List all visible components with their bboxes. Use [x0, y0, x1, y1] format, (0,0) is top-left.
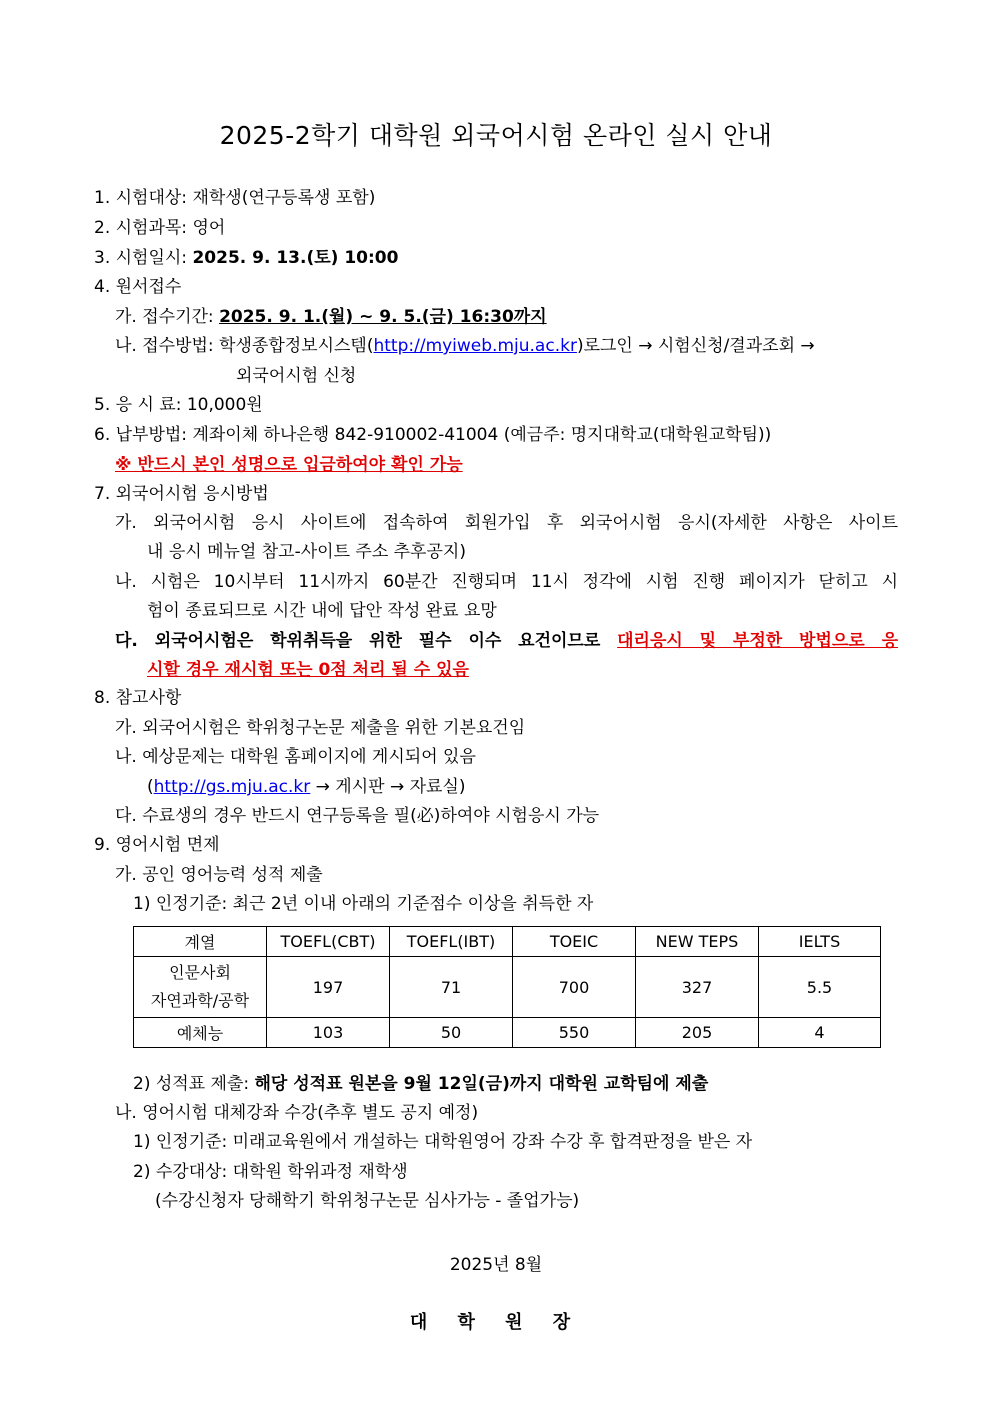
item-3 [94, 248, 398, 268]
item-9b2-note: (수강신청자 당해학기 학위청구논문 심사가능 - 졸업가능) [155, 1191, 580, 1211]
item-7b-line1: 나. 시험은 10시부터 11시까지 60분간 진행되며 11시 정각에 시험 진행 페이지가 닫히고 시 [115, 572, 898, 592]
item-3-label: 3. 시험일시: [94, 248, 193, 268]
table-header: 계열 [134, 927, 267, 957]
item-8b-open: ( [147, 777, 154, 797]
submission-deadline: 해당 성적표 원본을 9월 12일(금)까지 대학원 교학팀에 제출 [254, 1074, 709, 1094]
item-7c-line2: 시할 경우 재시험 또는 0점 처리 될 수 있음 [147, 660, 469, 680]
item-4a [115, 307, 547, 327]
table-header: TOEIC [513, 927, 636, 957]
application-period: 2025. 9. 1.(월) ~ 9. 5.(금) 16:30까지 [219, 307, 547, 327]
item-4b [115, 336, 815, 356]
item-7b-line2: 험이 종료되므로 시간 내에 답안 작성 완료 요망 [147, 601, 497, 621]
item-4b-rest: )로그인 → 시험신청/결과조회 → [576, 336, 815, 356]
table-header: TOEFL(IBT) [390, 927, 513, 957]
signature: 대 학 원 장 [409, 1312, 583, 1333]
table-cell: 205 [636, 1018, 759, 1048]
item-9a: 가. 공인 영어능력 성적 제출 [115, 865, 323, 885]
item-4: 4. 원서접수 [94, 277, 182, 297]
item-5: 5. 응 시 료: 10,000원 [94, 395, 263, 415]
table-cell: 327 [636, 957, 759, 1018]
gs-link[interactable]: http://gs.mju.ac.kr [153, 777, 311, 797]
table-cell: 5.5 [759, 957, 881, 1018]
field-humanities: 인문사회 [169, 963, 231, 982]
item-4b-label: 나. 접수방법: 학생종합정보시스템( [115, 336, 374, 356]
document-date: 2025년 8월 [449, 1255, 543, 1275]
item-9a2-label: 2) 성적표 제출: [133, 1074, 255, 1094]
exam-date: 2025. 9. 13.(토) 10:00 [192, 248, 399, 268]
table-cell: 700 [513, 957, 636, 1018]
item-7a-line2: 내 응시 메뉴얼 참고-사이트 주소 추후공지) [147, 542, 466, 562]
table-cell-field: 예체능 [134, 1018, 267, 1048]
item-8b: 나. 예상문제는 대학원 홈페이지에 게시되어 있음 [115, 747, 476, 767]
item-9: 9. 영어시험 면제 [94, 835, 220, 855]
item-8b-rest: → 게시판 → 자료실) [310, 777, 466, 797]
table-cell: 550 [513, 1018, 636, 1048]
table-row [134, 1018, 881, 1048]
item-2: 2. 시험과목: 영어 [94, 218, 226, 238]
item-1: 1. 시험대상: 재학생(연구등록생 포함) [94, 188, 376, 208]
table-cell: 197 [267, 957, 390, 1018]
item-9a1: 1) 인정기준: 최근 2년 이내 아래의 기준점수 이상을 취득한 자 [133, 894, 594, 914]
score-table [133, 926, 881, 1048]
myiweb-link[interactable]: http://myiweb.mju.ac.kr [373, 336, 577, 356]
item-7a-line1: 가. 외국어시험 응시 사이트에 접속하여 회원가입 후 외국어시험 응시(자세한 사항은 사이트 [115, 513, 898, 533]
item-8b-link-line [147, 777, 466, 797]
table-cell: 4 [759, 1018, 881, 1048]
page-title: 2025-2학기 대학원 외국어시험 온라인 실시 안내 [219, 121, 773, 150]
item-8c: 다. 수료생의 경우 반드시 연구등록을 필(必)하여야 시험응시 가능 [115, 806, 600, 826]
item-8a: 가. 외국어시험은 학위청구논문 제출을 위한 기본요건임 [115, 718, 526, 738]
table-cell: 103 [267, 1018, 390, 1048]
item-7: 7. 외국어시험 응시방법 [94, 484, 269, 504]
item-4a-label: 가. 접수기간: [115, 307, 220, 327]
table-header-row [134, 927, 881, 957]
table-header: TOEFL(CBT) [267, 927, 390, 957]
item-7c-warning: 대리응시 및 부정한 방법으로 응 [617, 631, 898, 651]
item-9b2: 2) 수강대상: 대학원 학위과정 재학생 [133, 1162, 408, 1182]
item-9a2 [133, 1074, 708, 1094]
table-header: NEW TEPS [636, 927, 759, 957]
table-cell: 71 [390, 957, 513, 1018]
field-science: 자연과학/공학 [150, 991, 250, 1010]
item-7c-line1 [115, 631, 898, 651]
item-7c-bold: 다. 외국어시험은 학위취득을 위한 필수 이수 요건이므로 [115, 631, 618, 651]
item-8: 8. 참고사항 [94, 688, 182, 708]
item-4b-cont: 외국어시험 신청 [236, 366, 357, 386]
item-9b: 나. 영어시험 대체강좌 수강(추후 별도 공지 예정) [115, 1103, 479, 1123]
table-header: IELTS [759, 927, 881, 957]
table-row [134, 957, 881, 1018]
item-6: 6. 납부방법: 계좌이체 하나은행 842-910002-41004 (예금주: 명지대학교(대학원교학팀)) [94, 425, 772, 445]
item-9b1: 1) 인정기준: 미래교육원에서 개설하는 대학원영어 강좌 수강 후 합격판정을 받은 자 [133, 1132, 753, 1152]
table-cell: 50 [390, 1018, 513, 1048]
payment-note: ※ 반드시 본인 성명으로 입금하여야 확인 가능 [115, 455, 463, 475]
table-cell-field [134, 957, 267, 1018]
